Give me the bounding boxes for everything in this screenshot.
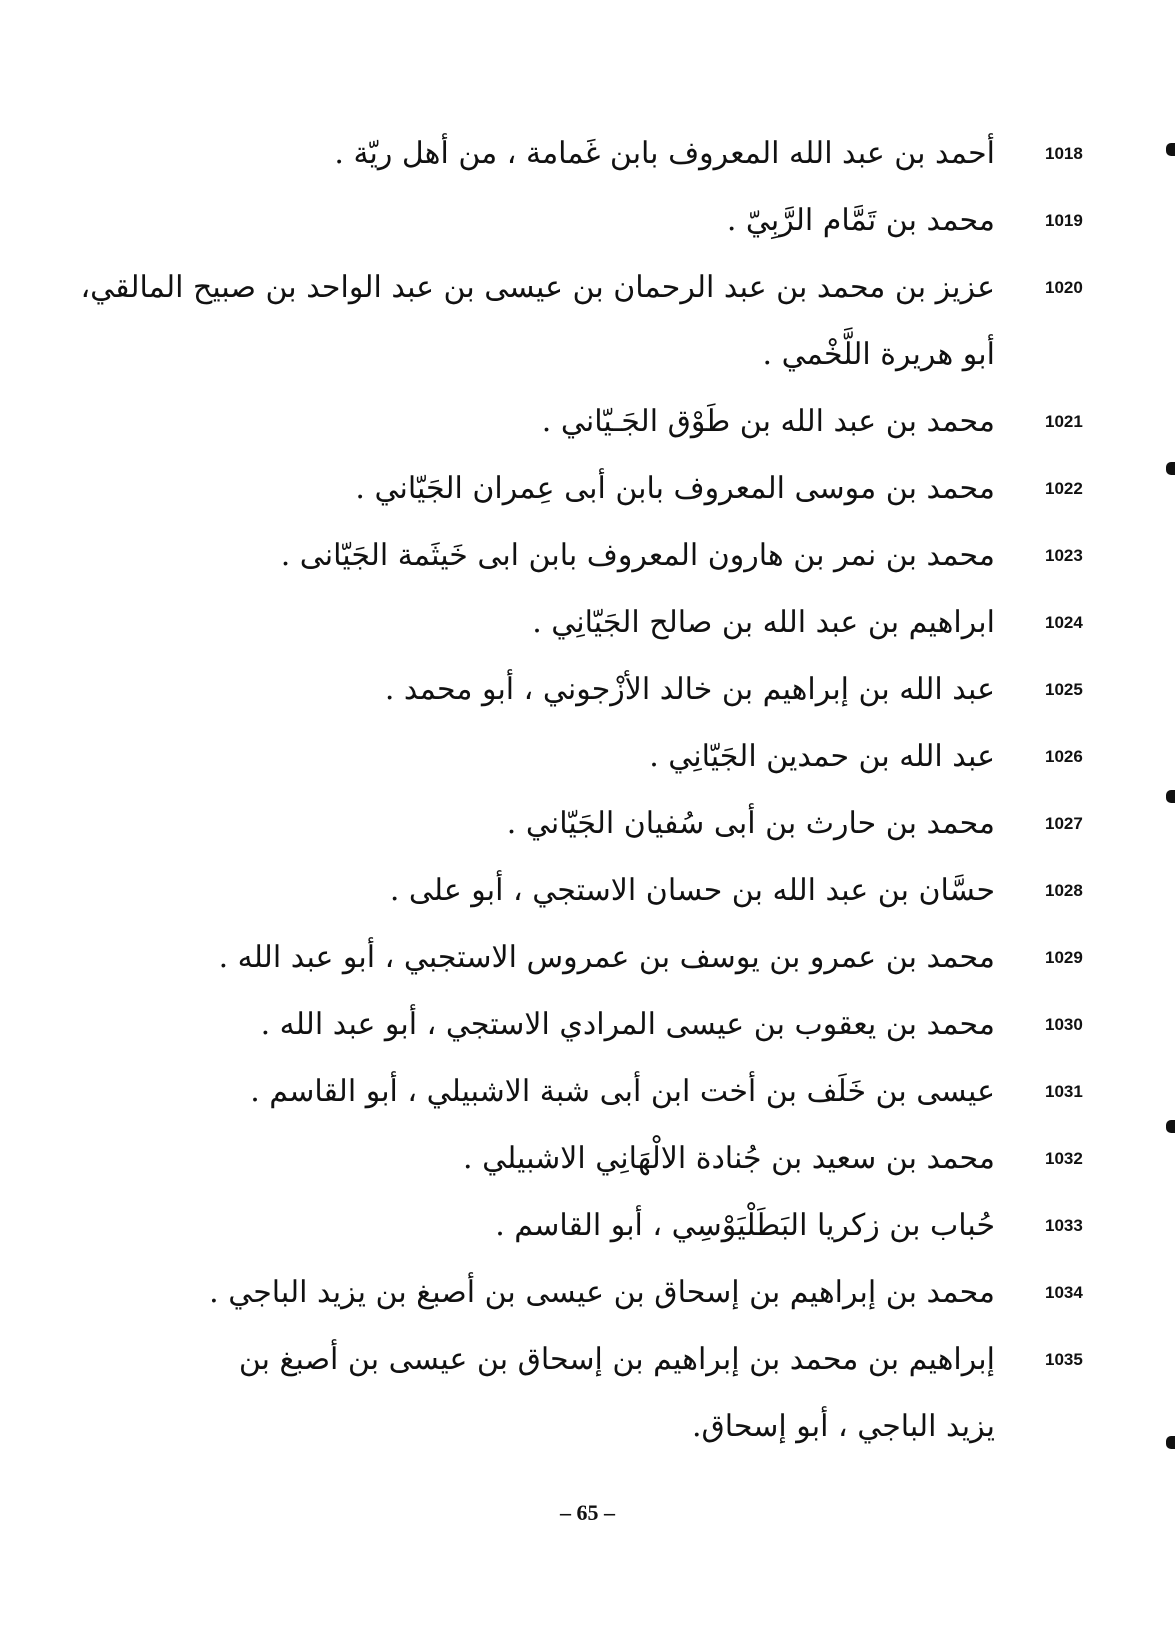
entry-number: 1034: [1045, 1283, 1083, 1302]
entry-number: 1024: [1045, 613, 1083, 632]
entry-text: حُباب بن زكريا البَطَلْيَوْسِي ، أبو القاسم .: [495, 1208, 995, 1243]
entry-text: محمد بن عبد الله بن طَوْق الجَـيّاني .: [541, 404, 995, 439]
margin-mark: [1166, 462, 1175, 475]
entry-number: 1022: [1045, 479, 1083, 498]
entry-text: محمد بن نمر بن هارون المعروف بابن ابى خَيثَمة الجَيّانى .: [280, 538, 995, 573]
entry-number: 1026: [1045, 747, 1083, 766]
entry-number: 1028: [1045, 881, 1083, 900]
entry-text-continuation: يزيد الباجي ، أبو إسحاق.: [691, 1409, 995, 1444]
entry: [135, 656, 1083, 723]
entry: [135, 924, 1083, 991]
entry-number: 1035: [1045, 1350, 1083, 1369]
entry-number: 1031: [1045, 1082, 1083, 1101]
entry: [80, 254, 1083, 388]
entry: [135, 1125, 1083, 1192]
entry-number: 1030: [1045, 1015, 1083, 1034]
entry: [135, 522, 1083, 589]
entry-text: ابراهيم بن عبد الله بن صالح الجَيّانِي .: [532, 605, 995, 640]
entry-text: أحمد بن عبد الله المعروف بابن غَمامة ، من أهل ريّة .: [334, 136, 995, 171]
entry-text-continuation: أبو هريرة اللَّخْمي .: [762, 337, 995, 372]
entry-number: 1033: [1045, 1216, 1083, 1235]
entry: [135, 723, 1083, 790]
entry: [135, 1326, 1083, 1460]
entry-number: 1032: [1045, 1149, 1083, 1168]
entry: [135, 187, 1083, 254]
entry-number: 1018: [1045, 144, 1083, 163]
margin-mark: [1166, 1436, 1175, 1449]
entry-text: محمد بن تَمَّام الرَّبِيّ .: [726, 203, 995, 238]
entry-text: محمد بن سعيد بن جُنادة الالْهَانِي الاشبيلي .: [463, 1141, 995, 1176]
margin-mark: [1166, 1120, 1175, 1133]
entry-number: 1020: [1045, 278, 1083, 297]
entry-text: محمد بن موسى المعروف بابن أبى عِمران الجَيّاني .: [355, 471, 995, 506]
margin-mark: [1166, 790, 1175, 803]
entry-number: 1019: [1045, 211, 1083, 230]
entry-number: 1025: [1045, 680, 1083, 699]
entry: [135, 120, 1083, 187]
entry-text: عزيز بن محمد بن عبد الرحمان بن عيسى بن عبد الواحد بن صبيح المالقي،: [80, 270, 995, 305]
entry: [135, 388, 1083, 455]
entry: [135, 991, 1083, 1058]
entry-text: محمد بن حارث بن أبى سُفيان الجَيّاني .: [506, 806, 995, 841]
entry-text: محمد بن إبراهيم بن إسحاق بن عيسى بن أصبغ بن يزيد الباجي .: [209, 1275, 995, 1310]
entry-text: عبد الله بن حمدين الجَيّانِي .: [649, 739, 995, 774]
entry: [135, 589, 1083, 656]
entry: [135, 790, 1083, 857]
entry-text: عبد الله بن إبراهيم بن خالد الأزْجوني ، أبو محمد .: [384, 672, 995, 707]
entry-list: [80, 120, 1083, 1460]
entry-number: 1023: [1045, 546, 1083, 565]
entry-number: 1027: [1045, 814, 1083, 833]
entry: [135, 1259, 1083, 1326]
entry-text: حسَّان بن عبد الله بن حسان الاستجي ، أبو على .: [389, 873, 995, 908]
entry-number: 1029: [1045, 948, 1083, 967]
entry-text: عيسى بن خَلَف بن أخت ابن أبى شبة الاشبيلي ، أبو القاسم .: [250, 1074, 995, 1109]
page-number: – 65 –: [560, 1500, 615, 1525]
entry: [135, 857, 1083, 924]
entry-text: محمد بن يعقوب بن عيسى المرادي الاستجي ، أبو عبد الله .: [260, 1007, 995, 1042]
entry: [135, 455, 1083, 522]
entry: [135, 1058, 1083, 1125]
entry: [135, 1192, 1083, 1259]
margin-mark: [1166, 143, 1175, 156]
entry-number: 1021: [1045, 412, 1083, 431]
entry-text: محمد بن عمرو بن يوسف بن عمروس الاستجبي ، أبو عبد الله .: [218, 940, 995, 975]
entry-text: إبراهيم بن محمد بن إبراهيم بن إسحاق بن عيسى بن أصبغ بن: [238, 1342, 995, 1377]
